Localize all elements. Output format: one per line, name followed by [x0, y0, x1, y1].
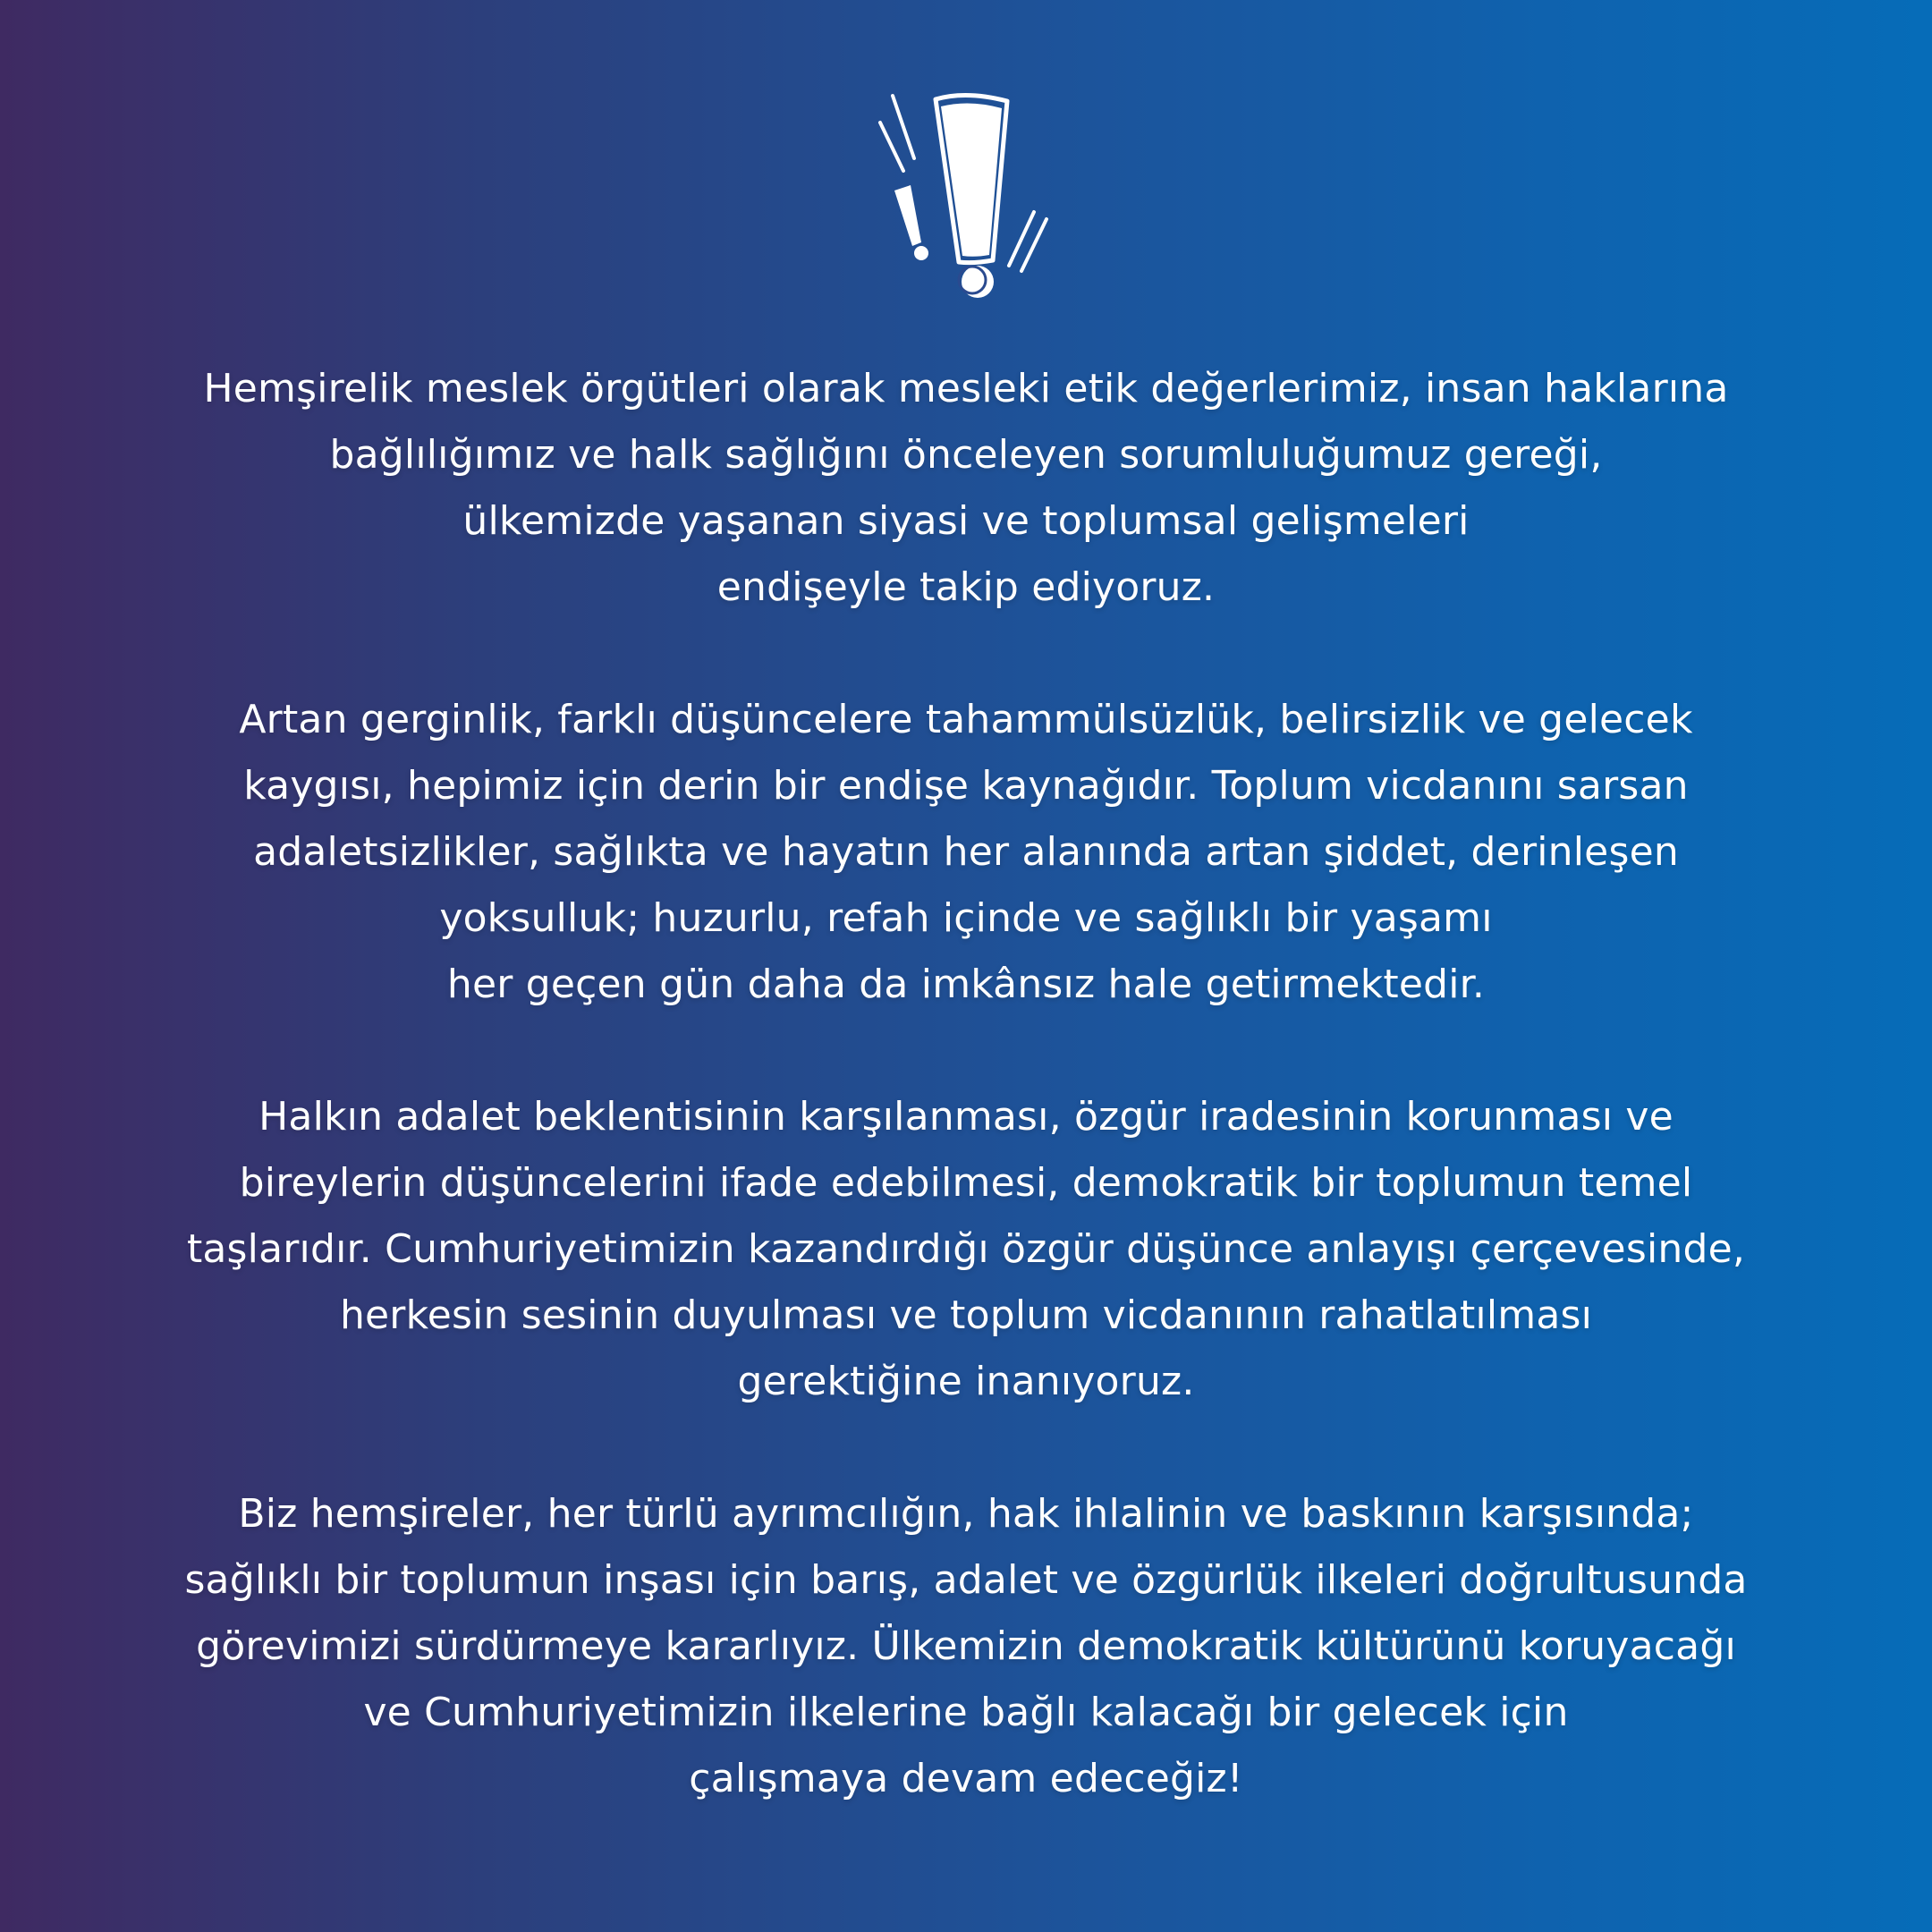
paragraph-line: herkesin sesinin duyulması ve toplum vicdanının rahatlatılması — [339, 1292, 1593, 1338]
paragraph-line: görevimizi sürdürmeye kararlıyız. Ülkemizin demokratik kültürünü koruyacağı — [196, 1623, 1736, 1669]
exclamation-mark-icon — [877, 85, 1055, 309]
paragraph-line: adaletsizlikler, sağlıkta ve hayatın her alanında artan şiddet, derinleşen — [253, 829, 1679, 875]
paragraph-line: kaygısı, hepimiz için derin bir endişe kaynağıdır. Toplum vicdanını sarsan — [243, 763, 1689, 809]
paragraph-2 — [134, 687, 1798, 1018]
paragraph-line: sağlıklı bir toplumun inşası için barış, adalet ve özgürlük ilkeleri doğrultusunda — [184, 1557, 1748, 1603]
paragraph-line: ve Cumhuriyetimizin ilkelerine bağlı kalacağı bir gelecek için — [363, 1690, 1569, 1735]
paragraph-line: her geçen gün daha da imkânsız hale getirmektedir. — [446, 962, 1486, 1007]
paragraph-3 — [134, 1084, 1798, 1415]
paragraph-line: Biz hemşireler, her türlü ayrımcılığın, hak ihlalinin ve baskının karşısında; — [238, 1491, 1694, 1537]
paragraph-line: Artan gerginlik, farklı düşüncelere tahammülsüzlük, belirsizlik ve gelecek — [239, 697, 1693, 742]
paragraph-line: endişeyle takip ediyoruz. — [716, 564, 1216, 610]
paragraph-line: Halkın adalet beklentisinin karşılanması, özgür iradesinin korunması ve — [258, 1094, 1674, 1140]
paragraph-line: taşlarıdır. Cumhuriyetimizin kazandırdığı özgür düşünce anlayışı çerçevesinde, — [186, 1226, 1746, 1272]
paragraph-line: Hemşirelik meslek örgütleri olarak mesleki etik değerlerimiz, insan haklarına — [203, 366, 1729, 411]
paragraph-1 — [134, 356, 1798, 621]
paragraph-4 — [134, 1481, 1798, 1812]
paragraph-line: çalışmaya devam edeceğiz! — [689, 1756, 1243, 1801]
paragraph-line: bağlılığımız ve halk sağlığını önceleyen sorumluluğumuz gereği, — [329, 432, 1603, 478]
statement-text — [134, 356, 1798, 1878]
paragraph-line: gerektiğine inanıyoruz. — [737, 1359, 1195, 1404]
paragraph-line: yoksulluk; huzurlu, refah içinde ve sağlıklı bir yaşamı — [439, 895, 1493, 941]
paragraph-line: ülkemizde yaşanan siyasi ve toplumsal gelişmeleri — [462, 498, 1470, 544]
paragraph-line: bireylerin düşüncelerini ifade edebilmesi, demokratik bir toplumun temel — [239, 1160, 1693, 1206]
